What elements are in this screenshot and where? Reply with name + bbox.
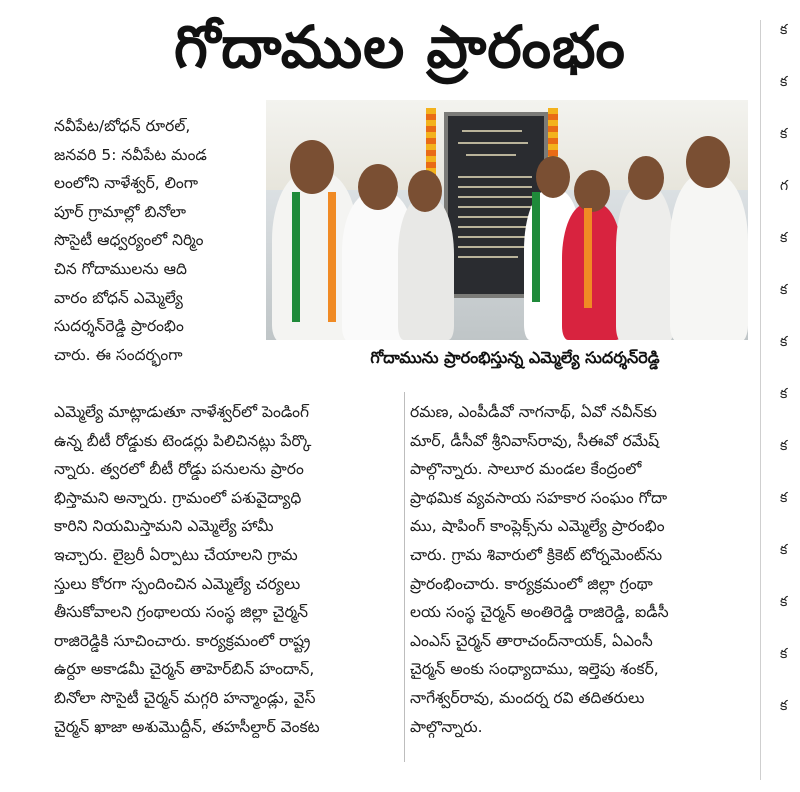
edge-char: క [780, 334, 788, 350]
person-head [574, 170, 610, 212]
woman-in-red-saree [562, 204, 622, 340]
text-line: పాల్గొన్నారు. [410, 717, 483, 736]
headline: గోదాముల ప్రారంభం [174, 13, 626, 81]
text-line: భిస్తామని అన్నారు. గ్రామంలో పశువైద్యాధి [54, 488, 302, 507]
person [670, 174, 748, 340]
person [616, 186, 674, 340]
article-column-1-top [54, 112, 268, 369]
person-head [358, 164, 398, 210]
person-head [408, 170, 442, 212]
text-line: ఎమ్మెల్యే మాట్లాడుతూ నాళేశ్వర్‌లో పెండింగ్ [54, 403, 310, 421]
edge-char: క [780, 22, 788, 38]
text-line: చైర్మన్ ఖాజా అశుమొద్దీన్, తహసీల్దార్ వెంకట [54, 717, 320, 736]
text-line: సుదర్శన్‌రెడ్డి ప్రారంభిం [54, 317, 184, 336]
text-line: ఇచ్చారు. లైబ్రరీ ఏర్పాటు చేయాలని గ్రామ [54, 545, 298, 564]
text-line: న్నారు. త్వరలో బీటీ రోడ్డు పనులను ప్రారం [54, 460, 304, 479]
text-line: నవీపేట/బోధన్ రూరల్, [54, 117, 191, 135]
text-line: రాజిరెడ్డికి సూచించారు. కార్యక్రమంలో రాష్ట్ర [54, 631, 311, 650]
text-line: ప్రాథమిక వ్యవసాయ సహకార సంఘం గోదా [410, 488, 668, 507]
edge-char: క [780, 386, 788, 402]
text-line: పాల్గొన్నారు. సాలూర మండల కేంద్రంలో [410, 460, 642, 479]
text-line: చైర్మన్ అంకు సంధ్యాదాము, ఇల్తెపు శంకర్, [410, 660, 659, 679]
text-line: ము, షాపింగ్ కాంప్లెక్స్‌ను ఎమ్మెల్యే ప్రారంభిం [410, 517, 665, 536]
text-line: జనవరి 5: నవీపేట మండ [54, 145, 207, 164]
edge-char: క [780, 594, 788, 610]
text-line: చిన గోదాములను ఆది [54, 259, 187, 278]
edge-char: క [780, 490, 788, 506]
edge-char: క [780, 646, 788, 662]
text-line: పూర్ గ్రామాల్లో బినోలా [54, 202, 187, 221]
edge-char: క [780, 542, 788, 558]
photo-caption: గోదామును ప్రారంభిస్తున్న ఎమ్మెల్యే సుదర్శన్‌రెడ్డి [370, 348, 660, 367]
edge-char: గ [780, 178, 789, 194]
article-column-2 [410, 398, 750, 741]
person [398, 198, 454, 340]
person-head [686, 136, 730, 188]
edge-char: క [780, 698, 788, 714]
edge-char: క [780, 438, 788, 454]
text-line: తీసుకోవాలని గ్రంథాలయ సంస్థ జిల్లా చైర్మన్ [54, 603, 308, 622]
text-line: చారు. ఈ సందర్భంగా [54, 345, 183, 364]
text-line: రమణ, ఎంపీడీవో నాగనాథ్, ఏవో నవీన్‌కు [410, 403, 657, 421]
text-line: లయ సంస్థ చైర్మన్ అంతిరెడ్డి రాజిరెడ్డి, ఐడీసీ [410, 603, 669, 622]
party-scarf [584, 208, 592, 308]
text-line: బినోలా సొసైటీ చైర్మన్ మగ్గరి హన్మాండ్లు, వైస్ [54, 688, 316, 707]
party-scarf [532, 192, 540, 302]
text-line: లంలోని నాళేశ్వర్, లింగా [54, 174, 198, 193]
text-line: సొసైటీ ఆధ్వర్యంలో నిర్మిం [54, 231, 204, 250]
article-column-1-bottom [54, 398, 399, 741]
edge-char: క [780, 126, 788, 142]
text-line: చారు. గ్రామ శివారులో క్రికెట్ టోర్నమెంట్‌ను [410, 545, 663, 564]
text-line: ప్రారంభించారు. కార్యక్రమంలో జిల్లా గ్రంథా [410, 574, 653, 593]
text-line: ఉన్న బీటీ రోడ్డుకు టెండర్లు పిలిచినట్లు పేర్కొ [54, 431, 312, 450]
party-scarf [292, 192, 300, 322]
edge-char: క [780, 282, 788, 298]
text-line: కారిని నియమిస్తామని ఎమ్మెల్యే హామీ [54, 517, 274, 536]
inauguration-photo [266, 100, 748, 340]
text-line: మార్, డీసీవో శ్రీనివాస్‌రావు, సీఈవో రమేష్ [410, 431, 660, 450]
person-head [628, 156, 664, 200]
edge-char: క [780, 230, 788, 246]
text-line: నాగేశ్వర్‌రావు, మందర్న రవి తదితరులు [410, 688, 645, 707]
party-scarf [328, 192, 336, 322]
column-divider-right [760, 20, 761, 780]
person-head [290, 140, 334, 194]
text-line: ఉర్దూ అకాడమీ చైర్మన్ తాహెర్‌బిన్ హందాన్, [54, 660, 315, 679]
edge-char: క [780, 74, 788, 90]
text-line: ఎంఎస్ చైర్మన్ తారాచంద్‌నాయక్, ఏఎంసీ [410, 631, 653, 650]
person-head [536, 156, 570, 198]
text-line: స్తులు కోరగా స్పందించిన ఎమ్మెల్యే చర్యలు [54, 574, 301, 593]
text-line: వారం బోధన్ ఎమ్మెల్యే [54, 288, 183, 307]
column-divider [404, 392, 405, 762]
